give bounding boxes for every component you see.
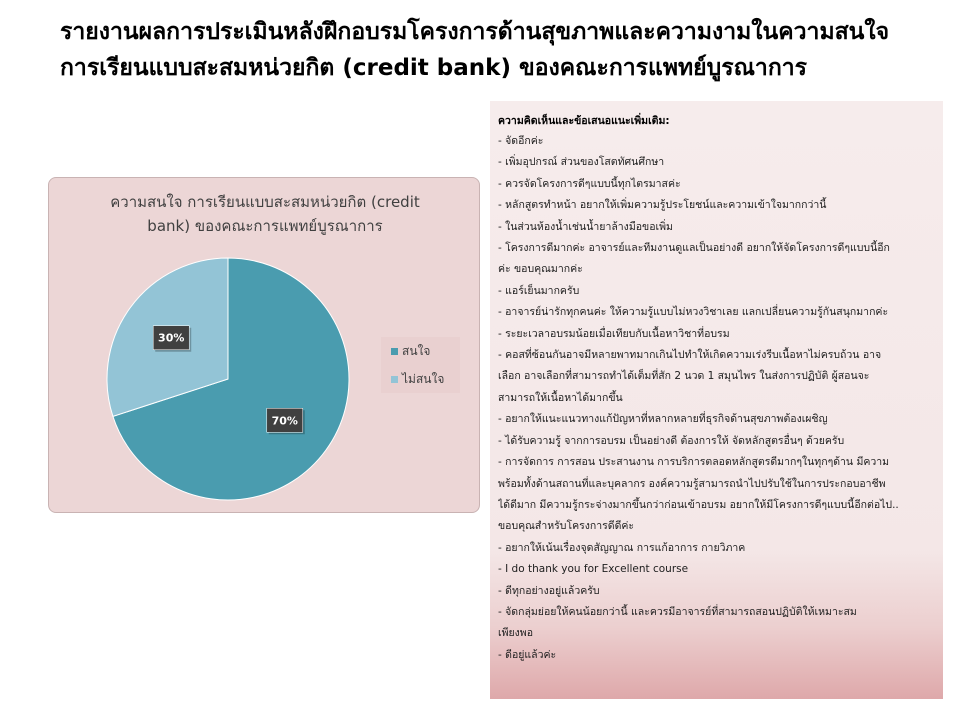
pie-data-label-0 bbox=[267, 408, 305, 434]
pie-data-label-1 bbox=[153, 326, 191, 352]
comment-line: ขอบคุณสำหรับโครงการดีดีค่ะ bbox=[498, 520, 635, 533]
comment-line: ได้ดีมาก มีความรู้กระจ่างมากขึ้นกว่าก่อนเข้าอบรม อยากให้มีโครงการดีๆแบบนี้อีกต่อไป.. bbox=[498, 498, 899, 511]
comments-panel bbox=[490, 101, 943, 699]
pie-data-label-text: 30% bbox=[158, 331, 185, 345]
comment-line: - จัดอีกค่ะ bbox=[498, 135, 544, 147]
comment-line: - ควรจัดโครงการดีๆแบบนี้ทุกไตรมาสค่ะ bbox=[498, 177, 681, 190]
comment-line: - ดีอยู่แล้วค่ะ bbox=[498, 648, 557, 661]
comment-line: - คอสที่ซ้อนกันอาจมีหลายพาทมากเกินไปทำให้เกิดความเร่งรีบเนื้อหาไม่ครบถ้วน อาจ bbox=[498, 349, 882, 362]
legend-swatch-not-interested bbox=[391, 376, 398, 383]
comment-line: ค่ะ ขอบคุณมากค่ะ bbox=[498, 263, 583, 276]
comment-line: - ดีทุกอย่างอยู่แล้วครับ bbox=[498, 584, 600, 597]
comment-line: - ระยะเวลาอบรมน้อยเมื่อเทียบกับเนื้อหาวิชาที่อบรม bbox=[498, 327, 730, 340]
comment-line: - อยากให้เน้นเรื่องจุดสัญญาณ การแก้อาการ กายวิภาค bbox=[498, 541, 746, 554]
comment-line: - อยากให้แนะแนวทางแก้ปัญหาที่หลากหลายที่ธุรกิจด้านสุขภาพต้องเผชิญ bbox=[498, 413, 828, 426]
comment-line: - หลักสูตรทำหน้า อยากให้เพิ่มความรู้ประโยชน์และความเข้าใจมากกว่านี้ bbox=[498, 199, 827, 212]
comments-heading: ความคิดเห็นและข้อเสนอแนะเพิ่มเติม: bbox=[498, 115, 670, 127]
legend-swatch-interested bbox=[391, 348, 398, 355]
title-line-1: รายงานผลการประเมินหลังฝึกอบรมโครงการด้านสุขภาพและความงามในความสนใจ bbox=[60, 19, 890, 45]
comment-line: - การจัดการ การสอน ประสานงาน การบริการตลอดหลักสูตรดีมากๆในทุกๆด้าน มีความ bbox=[498, 456, 890, 469]
title-line-2: การเรียนแบบสะสมหน่วยกิต (credit bank) ของคณะการแพทย์บูรณาการ bbox=[60, 55, 808, 81]
comment-line: - ในส่วนห้องน้ำเช่นน้ำยาล้างมือขอเพิ่ม bbox=[498, 220, 673, 233]
legend-label-not-interested: ไม่สนใจ bbox=[402, 371, 445, 386]
legend-label-interested: สนใจ bbox=[402, 343, 431, 358]
legend-item-not-interested bbox=[391, 371, 444, 387]
comments-list bbox=[498, 131, 937, 666]
comment-line: - โครงการดีมากค่ะ อาจารย์และทีมงานดูแลเป็นอย่างดี อยากให้จัดโครงการดีๆแบบนี้อีก bbox=[498, 242, 890, 255]
comment-line: - จัดกลุ่มย่อยให้คนน้อยกว่านี้ และควรมีอาจารย์ที่สามารถสอนปฏิบัติให้เหมาะสม bbox=[498, 605, 857, 618]
legend-item-interested bbox=[391, 343, 430, 359]
comment-line: พร้อมทั้งด้านสถานที่และบุคลากร องค์ความรู้สามารถนำไปปรับใช้ในการประกอบอาชีพ bbox=[498, 477, 886, 490]
chart-title-line-2: bank) ของคณะการแพทย์บูรณาการ bbox=[147, 217, 383, 235]
pie-data-label-text: 70% bbox=[271, 414, 298, 428]
chart-title-line-1: ความสนใจ การเรียนแบบสะสมหน่วยกิต (credit bbox=[110, 193, 420, 211]
comment-line: - เพิ่มอุปกรณ์ ส่วนของโสตทัศนศึกษา bbox=[498, 156, 665, 169]
comment-line: สามารถให้เนื้อหาได้มากขึ้น bbox=[498, 391, 623, 404]
comment-line: - แอร์เย็นมากครับ bbox=[498, 284, 580, 297]
comment-line: - ได้รับความรู้ จากการอบรม เป็นอย่างดี ต้องการให้ จัดหลักสูตรอื่นๆ ด้วยครับ bbox=[498, 434, 845, 447]
comment-line: เพียงพอ bbox=[498, 627, 534, 640]
comment-line: เลือก อาจเลือกที่สามารถทำได้เต็มที่สัก 2 นวด 1 สมุนไพร ในส่งการปฏิบัติ ผู้สอนจะ bbox=[498, 370, 870, 383]
comment-line: - I do thank you for Excellent course bbox=[498, 563, 689, 576]
comment-line: - อาจารย์น่ารักทุกคนค่ะ ให้ความรู้แบบไม่หวงวิชาเลย แลกเปลี่ยนความรู้กันสนุกมากค่ะ bbox=[498, 306, 889, 319]
